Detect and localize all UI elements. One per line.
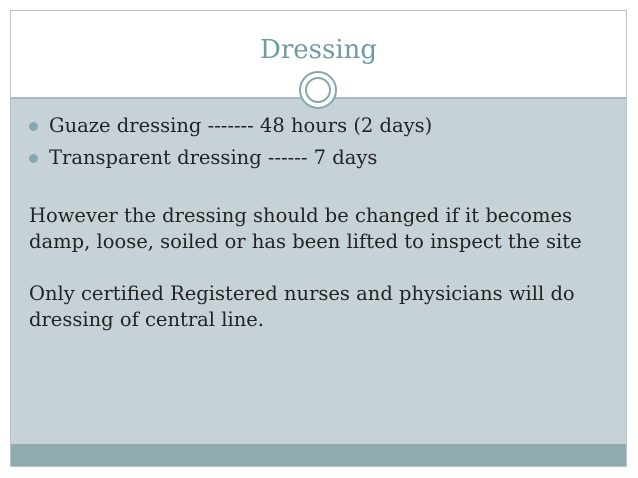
bullet-item — [29, 145, 619, 171]
paragraph-dressing-change: However the dressing should be changed if it becomes damp, loose, soiled or has been lifted to inspect the site — [29, 204, 582, 253]
bullet-dot-icon — [29, 122, 38, 131]
bullet-item — [29, 113, 619, 139]
decorative-inner-circle-icon — [305, 77, 331, 103]
paragraph-certified-staff: Only certified Registered nurses and physicians will do dressing of central line. — [29, 282, 575, 331]
slide — [10, 10, 627, 467]
bullet-text: Transparent dressing ------ 7 days — [49, 146, 378, 169]
slide-content — [29, 113, 619, 333]
bullet-text: Guaze dressing ------- 48 hours (2 days) — [49, 114, 433, 137]
slide-title: Dressing — [259, 35, 378, 65]
bullet-dot-icon — [29, 154, 38, 163]
slide-footer-bar — [11, 444, 626, 466]
decorative-circle-icon — [299, 71, 337, 109]
